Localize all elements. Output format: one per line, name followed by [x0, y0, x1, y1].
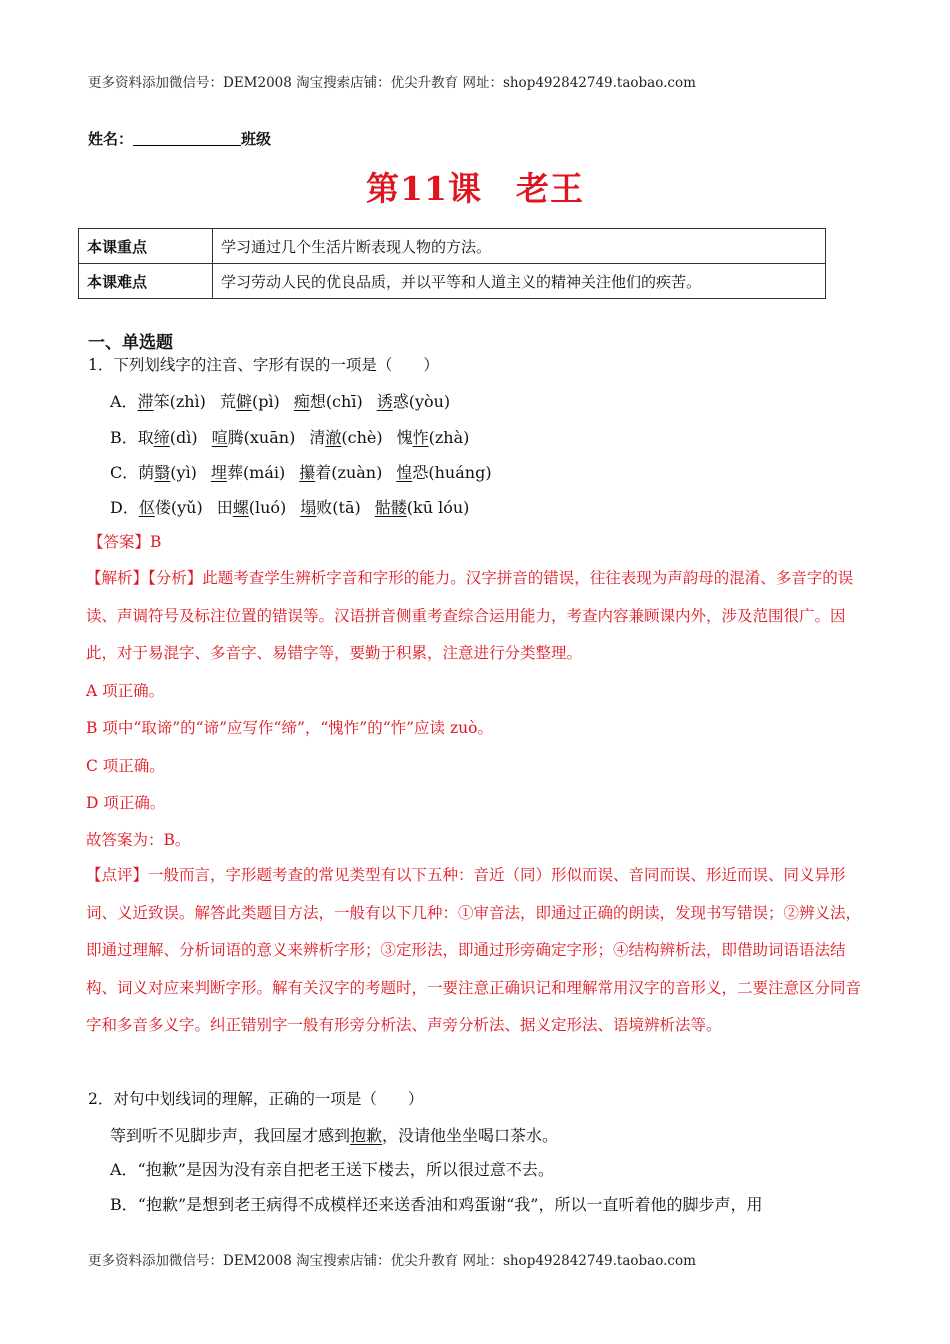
option-word: 荒僻(pì) — [219, 392, 280, 411]
answer: 【答案】B — [88, 533, 162, 551]
option-a: A．“抱歉”是因为没有亲自把老王送下楼去，所以很过意不去。 — [110, 1160, 554, 1179]
option-word: 田螺(luó) — [216, 498, 287, 517]
page-header: 更多资料添加微信号：DEM2008 淘宝搜索店铺：优尖升教育 网址：shop492842749.taobao.com — [88, 75, 696, 91]
comment: 【点评】一般而言，字形题考查的常见类型有以下五种：音近（同）形似而误、音同而误、形近而误、同义异形词、义近致误。解答此类题目方法，一般有以下几种：①审音法，即通过正确的朗读，发现书写错误；②辨义法，即通过理解、分析词语的意义来辨析字形；③定形法，即通过形旁确定字形；④结构辨析法，即借助词语语法结构、词义对应来判断字形。解有关汉字的考题时，一要注意正确识记和理解常用汉字的音形义，二要注意区分同音字和多音多义字。纠正错别字一般有形旁分析法、声旁分析法、据义定形法、语境辨析法等。 — [86, 866, 862, 1034]
option-word: 痴想(chī) — [293, 392, 363, 411]
analysis: 【解析】【分析】此题考查学生辨析字音和字形的能力。汉字拼音的错误，往往表现为声韵母的混淆、多音字的误读、声调符号及标注位置的错误等。汉语拼音侧重考查综合运用能力，考查内容兼顾课内外，涉及范围很广。因此，对于易混字、多音字、易错字等，要勤于积累，注意进行分类整理。 — [86, 569, 854, 662]
option-row — [110, 460, 506, 483]
option-word: 伛偻(yǔ) — [138, 498, 203, 517]
option-word: 攥着(zuàn) — [299, 463, 383, 482]
goal-value: 学习通过几个生活片断表现人物的方法。 — [213, 229, 826, 264]
option-word: 埋葬(mái) — [210, 463, 286, 482]
goal-value: 学习劳动人民的优良品质，并以平等和人道主义的精神关注他们的疾苦。 — [213, 264, 826, 299]
option-row — [110, 389, 464, 412]
underlined-word: 抱歉 — [350, 1126, 383, 1145]
option-word: 诱惑(yòu) — [376, 392, 451, 411]
analysis-line: D 项正确。 — [86, 794, 166, 812]
page-title: 第11课 老王 — [366, 169, 584, 208]
option-label: C． — [110, 463, 139, 482]
option-word: 荫翳(yì) — [138, 463, 197, 482]
question-2-sentence — [110, 1123, 558, 1146]
option-word: 滞笨(zhì) — [137, 392, 206, 411]
option-row — [110, 495, 483, 518]
section-heading: 一、单选题 — [88, 333, 173, 353]
question-1-stem: 1．下列划线字的注音、字形有误的一项是（ ） — [88, 356, 439, 374]
name-label: 姓名： — [88, 130, 134, 148]
option-word: 喧腾(xuān) — [211, 428, 296, 447]
student-info — [88, 128, 271, 149]
option-word: 清澈(chè) — [309, 428, 383, 447]
analysis-line: B 项中“取谛”的“谛”应写作“缔”，“愧怍”的“怍”应读 zuò。 — [86, 719, 493, 737]
option-word: 取缔(dì) — [137, 428, 198, 447]
lesson-goals-table — [78, 228, 826, 299]
page-footer: 更多资料添加微信号：DEM2008 淘宝搜索店铺：优尖升教育 网址：shop492842749.taobao.com — [88, 1253, 696, 1269]
name-blank[interactable] — [133, 131, 241, 146]
analysis-line: C 项正确。 — [86, 757, 165, 775]
option-label: A． — [110, 392, 138, 411]
sentence-text: 等到听不见脚步声，我回屋才感到 — [110, 1126, 351, 1145]
goal-key: 本课重点 — [79, 229, 213, 264]
analysis-line: A 项正确。 — [86, 682, 165, 700]
option-label: D． — [110, 498, 139, 517]
table-row — [79, 264, 826, 299]
option-b: B．“抱歉”是想到老王病得不成模样还来送香油和鸡蛋谢“我”，所以一直听着他的脚步声，用 — [110, 1195, 763, 1214]
option-word: 塌败(tā) — [300, 498, 361, 517]
option-label: B． — [110, 428, 138, 447]
option-word: 愧怍(zhà) — [396, 428, 470, 447]
question-2-stem: 2．对句中划线词的理解，正确的一项是（ ） — [88, 1090, 424, 1108]
option-word: 惶恐(huáng) — [396, 463, 492, 482]
sentence-text: ，没请他坐坐喝口茶水。 — [382, 1126, 559, 1145]
class-label: 班级 — [241, 130, 272, 148]
analysis-line: 故答案为：B。 — [86, 831, 191, 849]
option-word: 骷髅(kū lóu) — [374, 498, 470, 517]
goal-key: 本课难点 — [79, 264, 213, 299]
option-row — [110, 425, 483, 448]
table-row — [79, 229, 826, 264]
